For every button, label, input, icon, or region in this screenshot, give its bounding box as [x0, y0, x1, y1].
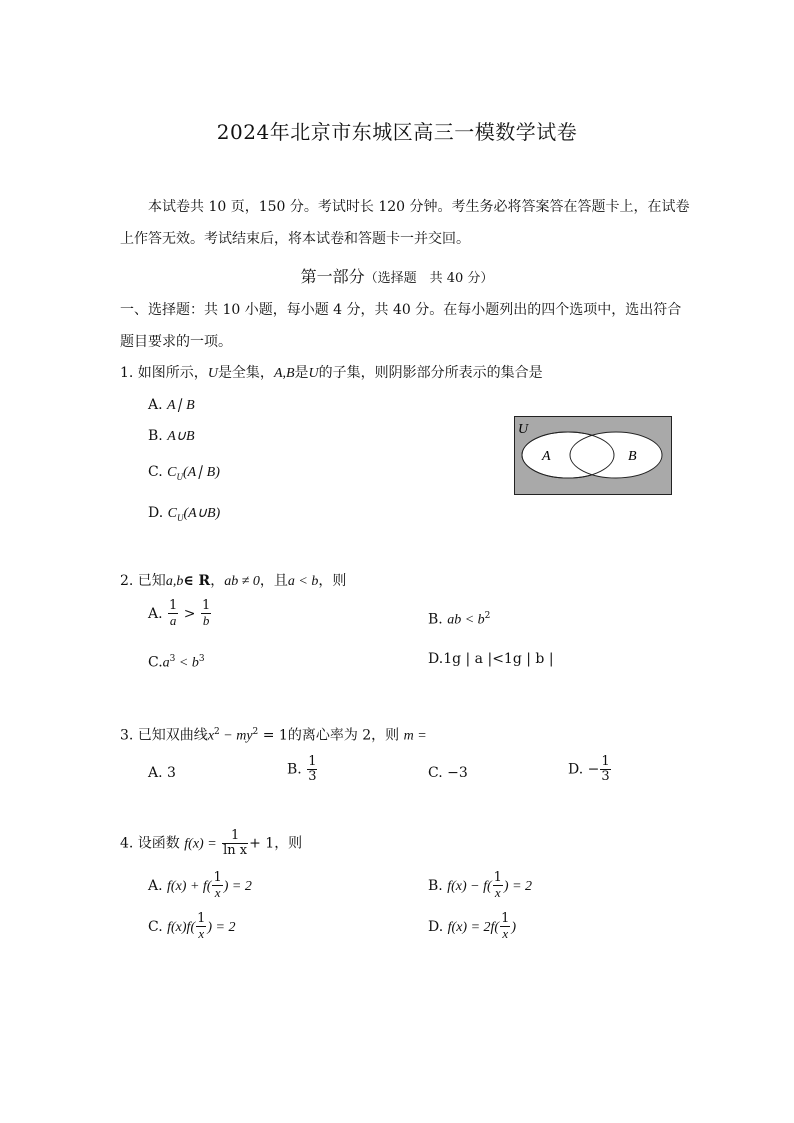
- question-2-option-c: $C.a^3 < b^3$: [148, 654, 205, 671]
- question-3-option-b: B. $\frac{1}{3}$: [287, 754, 317, 784]
- question-2-option-a: A. $\frac{1}{a}$ > $\frac{1}{b}$: [148, 598, 211, 628]
- question-4-option-c: C. f(x)f( $\frac{1}{x}$ ) = 2: [148, 911, 236, 941]
- question-2-option-b: B. ab < $b^2$: [428, 611, 491, 628]
- question-4-option-d: D. f(x) = 2f( $\frac{1}{x}$ ): [428, 911, 517, 941]
- question-3-option-a: A. 3: [148, 765, 176, 781]
- question-3-option-d: D. − $\frac{1}{3}$: [568, 754, 610, 784]
- question-3-stem: 3. 已知双曲线$x^2 - my^2 = 1$的离心率为 2，则 m =: [120, 727, 427, 744]
- question-1-option-c: C. $C_U(A∣$ B): [148, 464, 220, 482]
- document-title: 2024年北京市东城区高三一模数学试卷: [216, 120, 578, 144]
- question-1-option-a: A. A∣ B: [148, 397, 195, 413]
- venn-label-a: A: [542, 449, 551, 464]
- venn-label-b: B: [628, 449, 637, 464]
- question-2-option-d: D.1g | a |<1g | b |: [428, 651, 554, 667]
- part-subtitle: （选择题 共 40 分）: [364, 271, 494, 286]
- question-4-option-a: A. f(x) + f( $\frac{1}{x}$ ) = 2: [148, 870, 252, 900]
- venn-set-b: [570, 432, 662, 478]
- question-4-option-b: B. f(x) − f( $\frac{1}{x}$ ) = 2: [428, 870, 533, 900]
- venn-diagram: [514, 416, 672, 496]
- part-title: 第一部分: [300, 267, 365, 286]
- question-1-option-b: B. A∪B: [148, 428, 195, 444]
- question-1-stem: 1. 如图所示，U是全集，A,B是U的子集，则阴影部分所表示的集合是: [120, 365, 543, 381]
- section-instructions-2: 题目要求的一项。: [120, 334, 232, 350]
- intro-line-1: 本试卷共 10 页，150 分。考试时长 120 分钟。考生务必将答案答在答题卡上，在试卷: [148, 199, 690, 215]
- question-1-option-d: D. $C_U(A\cup B)$: [148, 505, 221, 523]
- part-heading: [0, 264, 794, 287]
- question-2-stem: 2. 已知a,b∈ R，ab ≠ 0，且a < b，则: [120, 573, 347, 589]
- question-3-option-c: C. −3: [428, 765, 468, 781]
- venn-label-u: U: [518, 422, 529, 437]
- section-instructions-1: 一、选择题：共 10 小题，每小题 4 分，共 40 分。在每小题列出的四个选项中，选出符合: [120, 302, 682, 318]
- question-4-stem: 4. 设函数 f(x) = $\frac{1}{\text{ln x}}$ + 1，则: [120, 828, 303, 858]
- intro-line-2: 上作答无效。考试结束后，将本试卷和答题卡一并交回。: [120, 231, 470, 247]
